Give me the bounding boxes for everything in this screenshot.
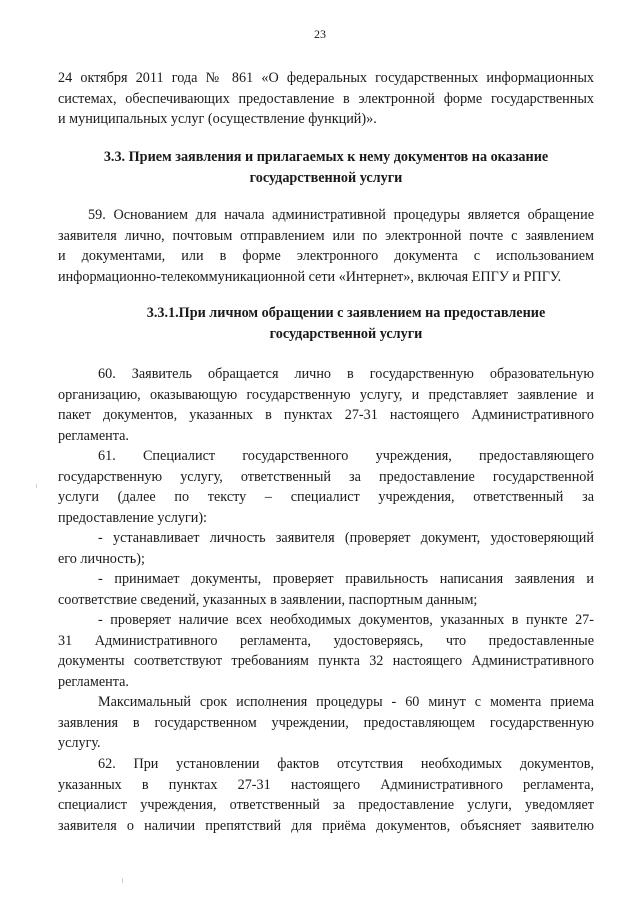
text-line: заявления в государственном учреждении, предоставляющем государственную bbox=[58, 714, 594, 731]
heading-line: 3.3. Прием заявления и прилагаемых к нему документов на оказание bbox=[103, 149, 549, 165]
text-line: 31 Административного регламента, удостоверяясь, что предоставленные bbox=[58, 632, 594, 649]
text-line: документы соответствуют требованиям пункта 32 настоящего Административного bbox=[58, 653, 594, 669]
paragraph-60 bbox=[58, 364, 594, 446]
scan-mark bbox=[122, 878, 123, 883]
text-line: системах, обеспечивающих предоставление в электронной форме государственных bbox=[58, 90, 594, 107]
text-line: Максимальный срок исполнения процедуры - 60 минут с момента приема bbox=[98, 694, 594, 710]
text-line: регламента. bbox=[58, 427, 129, 444]
list-item-identify bbox=[58, 528, 594, 569]
section-heading-3-3-1 bbox=[78, 303, 614, 344]
max-time-paragraph bbox=[58, 692, 594, 754]
text-line: и документами, или в форме электронного документа с использованием bbox=[58, 248, 594, 264]
text-line: 60. Заявитель обращается лично в государственную образовательную bbox=[98, 366, 594, 382]
text-line: информационно-телекоммуникационной сети «Интернет», включая ЕПГУ и РПГУ. bbox=[58, 268, 562, 285]
text-line: - устанавливает личность заявителя (проверяет документ, удостоверяющий bbox=[98, 530, 594, 546]
list-item-check-docs bbox=[58, 610, 594, 692]
text-line: 62. При установлении фактов отсутствия необходимых документов, bbox=[98, 756, 594, 772]
heading-line: 3.3.1.При личном обращении с заявлением на предоставление bbox=[146, 305, 546, 321]
intro-paragraph bbox=[58, 68, 594, 130]
text-line: 61. Специалист государственного учреждения, предоставляющего bbox=[98, 448, 594, 464]
text-line: заявителя лично, почтовым отправлением или по электронной почте с заявлением bbox=[58, 227, 594, 244]
text-line: организацию, оказывающую государственную услугу, и представляет заявление и bbox=[58, 386, 594, 403]
text-line: услугу. bbox=[58, 735, 101, 751]
page-number: 23 bbox=[314, 27, 326, 41]
text-line: услуги (далее по тексту – специалист учреждения, ответственный за bbox=[58, 489, 594, 505]
list-item-accept-docs bbox=[58, 569, 594, 610]
text-line: пакет документов, указанных в пунктах 27-31 настоящего Административного bbox=[58, 407, 594, 423]
text-line: заявителя о наличии препятствий для приёма документов, объясняет заявителю bbox=[58, 817, 594, 834]
paragraph-61 bbox=[58, 446, 594, 528]
text-line: - принимает документы, проверяет правильность написания заявления и bbox=[98, 571, 594, 587]
text-line: предоставление услуги): bbox=[58, 509, 207, 526]
scan-mark bbox=[36, 484, 37, 488]
text-line: регламента. bbox=[58, 673, 129, 690]
heading-line: государственной услуги bbox=[269, 325, 423, 342]
text-line: 24 октября 2011 года № 861 «О федеральных государственных информационных bbox=[58, 70, 594, 86]
text-line: 59. Основанием для начала административной процедуры является обращение bbox=[88, 207, 594, 223]
paragraph-59 bbox=[58, 205, 594, 287]
text-line: - проверяет наличие всех необходимых документов, указанных в пункте 27- bbox=[98, 612, 594, 628]
paragraph-62 bbox=[58, 754, 594, 836]
text-line: соответствие сведений, указанных в заявлении, паспортным данным; bbox=[58, 591, 478, 608]
text-line: указанных в пунктах 27-31 настоящего Административного регламента, bbox=[58, 776, 594, 793]
text-line: и муниципальных услуг (осуществление функций)». bbox=[58, 111, 377, 127]
section-heading-3-3 bbox=[58, 147, 594, 188]
text-line: специалист учреждения, ответственный за предоставление услуги, уведомляет bbox=[58, 797, 594, 813]
heading-line: государственной услуги bbox=[249, 169, 403, 186]
text-line: государственную услугу, ответственный за предоставление государственной bbox=[58, 468, 594, 485]
text-line: его личность); bbox=[58, 550, 145, 567]
